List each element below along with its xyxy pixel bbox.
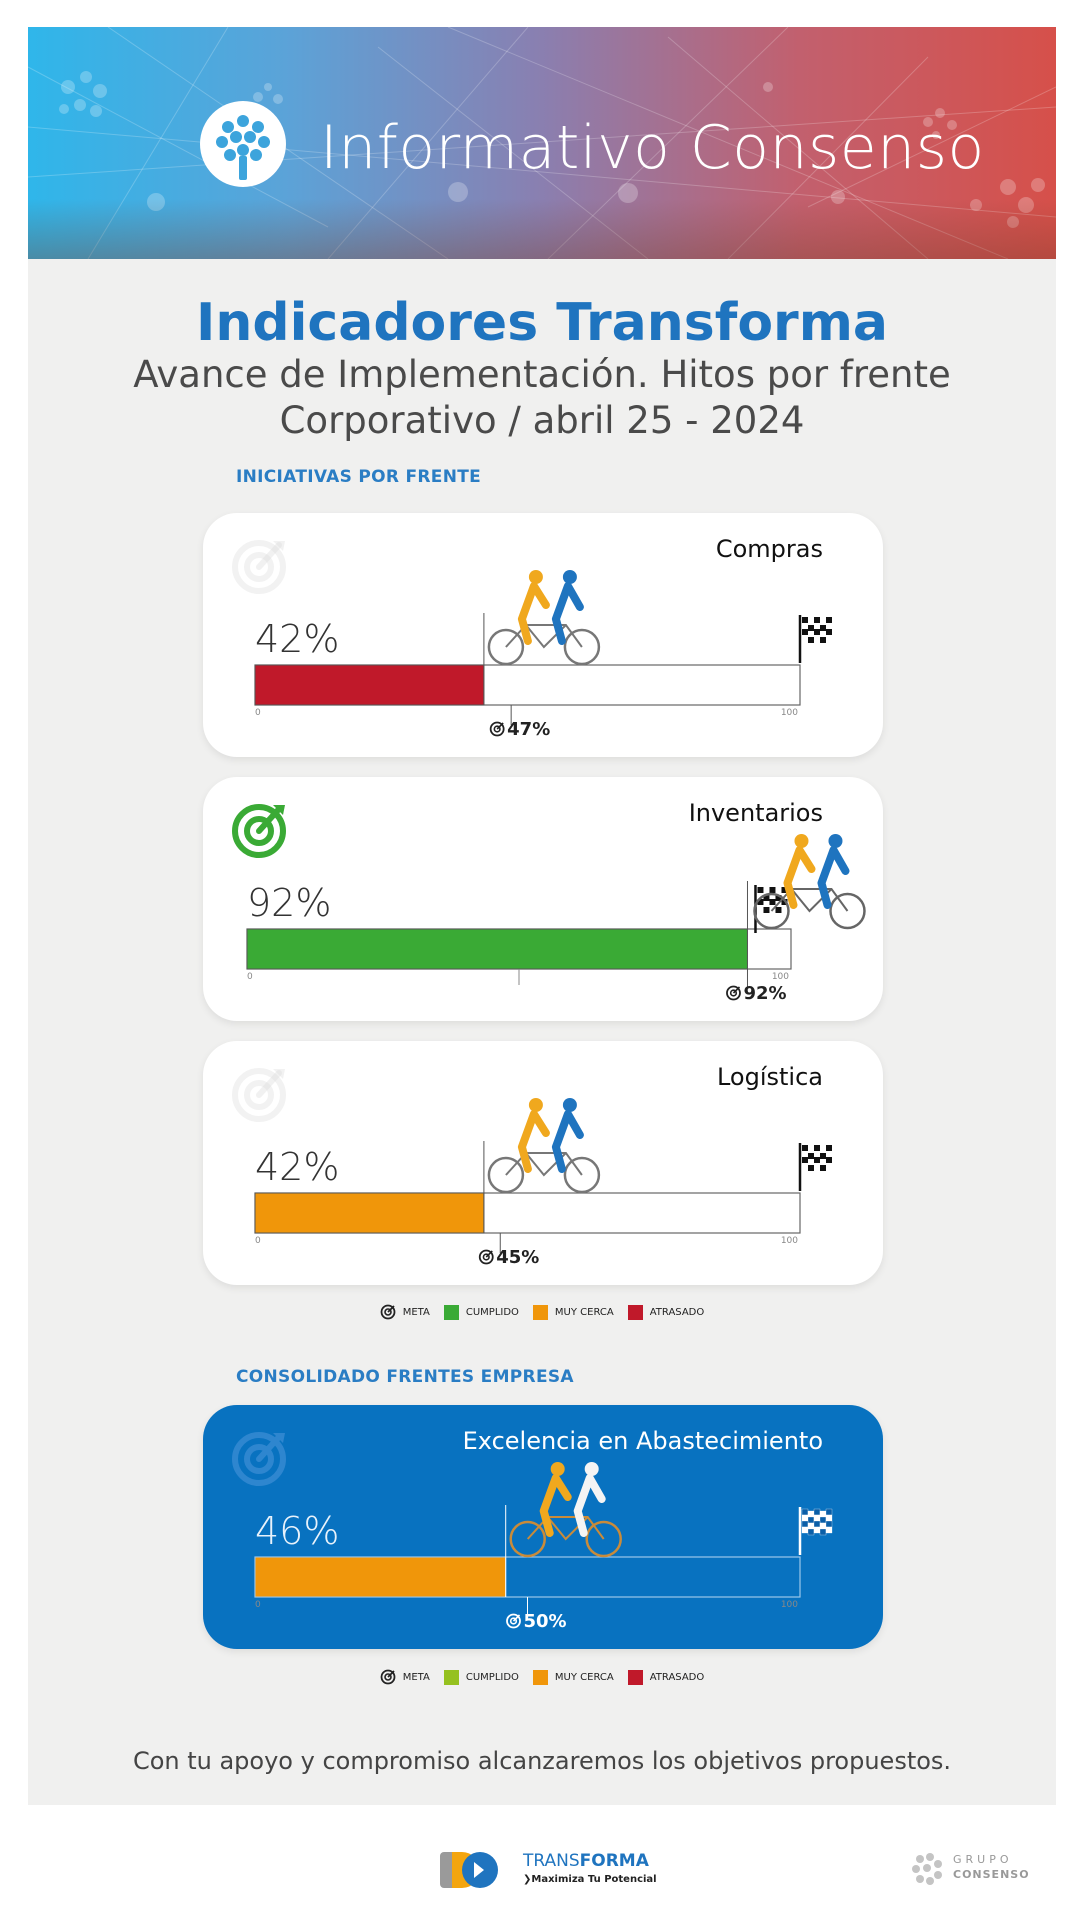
goal-label: 50%: [523, 1611, 567, 1632]
progress-fill: [255, 1557, 506, 1597]
card-compras: [203, 513, 883, 757]
rider-front-head: [828, 834, 842, 848]
progress-fill: [255, 1193, 484, 1233]
flag-cell: [820, 1523, 826, 1529]
tick-min-label: 0: [255, 1236, 261, 1246]
goal-label: 47%: [507, 719, 551, 740]
flag-cell: [808, 1517, 814, 1523]
flag-cell: [820, 1165, 826, 1171]
closing-note: Con tu apoyo y compromiso alcanzaremos los objetivos propuestos.: [132, 1747, 952, 1775]
flag-cell: [808, 1147, 814, 1153]
flag-cell: [814, 1509, 820, 1515]
progress-value: 42%: [255, 617, 340, 661]
header-banner: [28, 27, 1056, 259]
legend-cumplido-label: CUMPLIDO: [465, 1306, 519, 1318]
legend-atrasado-label: ATRASADO: [649, 1306, 705, 1318]
legend-muy-cerca: [533, 1670, 614, 1685]
banner-shade: [28, 199, 1056, 259]
flag-cell: [820, 637, 826, 643]
rider-rear-head: [794, 834, 808, 848]
bicycle-icon: [489, 1098, 599, 1192]
main-panel: [28, 259, 1056, 1805]
flag-cell: [757, 905, 763, 911]
flag-cell: [802, 1515, 808, 1521]
progress-fill: [255, 665, 484, 705]
flag-cell: [808, 1165, 814, 1171]
flag-cell: [820, 1517, 826, 1523]
page-subtitle: Avance de Implementación. Hitos por frente: [133, 353, 951, 396]
legend-swatch-muy-cerca: [533, 1670, 548, 1685]
meta-icon: [380, 1304, 396, 1320]
progress-chart: [203, 1041, 883, 1285]
progress-value: 46%: [255, 1509, 340, 1553]
goal-label: 45%: [496, 1247, 540, 1268]
transforma-slogan-text: Maximiza Tu Potencial: [531, 1874, 657, 1885]
rider-rear-head: [529, 570, 543, 584]
flag-cell: [826, 617, 832, 623]
legend-atrasado: [628, 1305, 705, 1320]
bicycle-icon: [511, 1462, 621, 1556]
tick-min-label: 0: [255, 1600, 261, 1610]
flag-cell: [820, 1159, 826, 1165]
consenso-tree-icon: [200, 101, 286, 187]
legend-swatch-atrasado: [628, 1305, 643, 1320]
flag-cell: [820, 625, 826, 631]
checkered-flag-icon: [800, 615, 832, 663]
card-logistica: [203, 1041, 883, 1285]
legend-muy-cerca-label: MUY CERCA: [554, 1671, 614, 1683]
legend-meta: [380, 1669, 430, 1685]
legend-swatch-muy-cerca: [533, 1305, 548, 1320]
checkered-flag-icon: [755, 885, 787, 933]
section-label-consolidado: CONSOLIDADO FRENTES EMPRESA: [236, 1367, 574, 1387]
flag-cell: [826, 1157, 832, 1163]
flag-cell: [802, 629, 808, 635]
flag-cell: [820, 1147, 826, 1153]
transforma-name: [523, 1851, 649, 1871]
rider-rear-head: [551, 1462, 565, 1476]
chevron-right-icon: ❯: [523, 1874, 532, 1885]
legend-cumplido-label: CUMPLIDO: [465, 1671, 519, 1683]
flag-cell: [814, 1163, 820, 1169]
flag-cell: [763, 907, 769, 913]
legend-status-consolidado: [28, 1667, 1056, 1687]
flag-cell: [808, 1529, 814, 1535]
legend-muy-cerca-label: MUY CERCA: [554, 1306, 614, 1318]
rider-rear-body: [787, 850, 811, 905]
flag-cell: [826, 1515, 832, 1521]
tick-max-label: 100: [780, 1600, 798, 1610]
flag-cell: [802, 1151, 808, 1157]
goal-label: 92%: [743, 983, 787, 1004]
rider-front-body: [821, 850, 845, 905]
legend-cumplido: [444, 1305, 519, 1320]
flag-cell: [802, 623, 808, 629]
flag-cell: [808, 1159, 814, 1165]
legend-meta-label: META: [402, 1306, 430, 1318]
flag-cell: [802, 1521, 808, 1527]
rider-rear-body: [522, 1114, 546, 1169]
flag-cell: [814, 635, 820, 641]
flag-cell: [826, 1509, 832, 1515]
flag-cell: [802, 1163, 808, 1169]
progress-value: 92%: [247, 881, 332, 925]
flag-cell: [814, 617, 820, 623]
legend-swatch-cumplido: [444, 1305, 459, 1320]
rider-rear-body: [522, 586, 546, 641]
transforma-name-light: TRANS: [523, 1851, 580, 1871]
legend-atrasado-label: ATRASADO: [649, 1671, 705, 1683]
page-title: Indicadores Transforma: [196, 293, 888, 353]
flag-cell: [814, 623, 820, 629]
progress-value: 42%: [255, 1145, 340, 1189]
rider-front-body: [578, 1478, 602, 1533]
rider-front-body: [556, 586, 580, 641]
flag-cell: [826, 1163, 832, 1169]
consenso-label: CONSENSO: [953, 1868, 1030, 1881]
legend-atrasado: [628, 1670, 705, 1685]
flag-cell: [826, 629, 832, 635]
legend-meta-label: META: [402, 1671, 430, 1683]
flag-cell: [826, 1521, 832, 1527]
flag-cell: [808, 619, 814, 625]
rider-front-head: [585, 1462, 599, 1476]
checkered-flag-icon: [800, 1507, 832, 1555]
flag-cell: [814, 1151, 820, 1157]
tick-max-label: 100: [780, 1236, 798, 1246]
meta-icon: [380, 1669, 396, 1685]
bike-wheel-front: [565, 630, 599, 664]
flag-cell: [820, 619, 826, 625]
grupo-label: GRUPO: [953, 1853, 1013, 1866]
rider-front-head: [563, 1098, 577, 1112]
flag-cell: [763, 901, 769, 907]
tick-min-label: 0: [255, 708, 261, 718]
legend-muy-cerca: [533, 1305, 614, 1320]
flag-cell: [757, 887, 763, 893]
flag-cell: [814, 629, 820, 635]
flag-cell: [814, 1145, 820, 1151]
flag-cell: [802, 1509, 808, 1515]
bicycle-icon: [754, 834, 864, 928]
flag-cell: [802, 1527, 808, 1533]
flag-cell: [826, 623, 832, 629]
flag-cell: [769, 887, 775, 893]
tick-max-label: 100: [771, 972, 789, 982]
flag-cell: [769, 899, 775, 905]
legend-status: [28, 1302, 1056, 1322]
front-name: Excelencia en Abastecimiento: [462, 1427, 823, 1455]
front-name: Inventarios: [688, 799, 823, 827]
progress-fill: [247, 929, 747, 969]
card-excelencia-abastecimiento: [203, 1405, 883, 1649]
flag-cell: [814, 1515, 820, 1521]
flag-cell: [814, 1527, 820, 1533]
flag-cell: [802, 635, 808, 641]
bike-wheel-front: [565, 1158, 599, 1192]
legend-cumplido: [444, 1670, 519, 1685]
flag-cell: [808, 631, 814, 637]
brand-title: Informativo Consenso: [320, 113, 985, 183]
rider-front-head: [563, 570, 577, 584]
legend-swatch-atrasado: [628, 1670, 643, 1685]
flag-cell: [808, 1523, 814, 1529]
flag-cell: [820, 1529, 826, 1535]
checkered-flag-icon: [800, 1143, 832, 1191]
tick-max-label: 100: [780, 708, 798, 718]
section-label-iniciativas: INICIATIVAS POR FRENTE: [236, 467, 482, 487]
flag-cell: [826, 1145, 832, 1151]
flag-cell: [814, 1157, 820, 1163]
transforma-name-bold: FORMA: [579, 1851, 649, 1871]
flag-cell: [802, 1145, 808, 1151]
flag-cell: [826, 635, 832, 641]
page-date-line: Corporativo / abril 25 - 2024: [279, 399, 805, 442]
legend-meta: [380, 1304, 430, 1320]
flag-cell: [775, 907, 781, 913]
flag-cell: [808, 637, 814, 643]
front-name: Logística: [716, 1063, 823, 1091]
flag-cell: [808, 625, 814, 631]
flag-cell: [808, 1153, 814, 1159]
flag-cell: [820, 631, 826, 637]
card-inventarios: [203, 777, 883, 1021]
rider-front-body: [556, 1114, 580, 1169]
front-name: Compras: [715, 535, 823, 563]
flag-cell: [808, 1511, 814, 1517]
flag-cell: [820, 1153, 826, 1159]
flag-cell: [802, 617, 808, 623]
tick-min-label: 0: [247, 972, 253, 982]
flag-cell: [820, 1511, 826, 1517]
transforma-slogan: [523, 1874, 657, 1885]
flag-cell: [814, 1521, 820, 1527]
legend-swatch-cumplido: [444, 1670, 459, 1685]
flag-cell: [802, 1157, 808, 1163]
bicycle-icon: [489, 570, 599, 664]
flag-cell: [826, 1527, 832, 1533]
rider-rear-head: [529, 1098, 543, 1112]
flag-cell: [826, 1151, 832, 1157]
rider-rear-body: [544, 1478, 568, 1533]
